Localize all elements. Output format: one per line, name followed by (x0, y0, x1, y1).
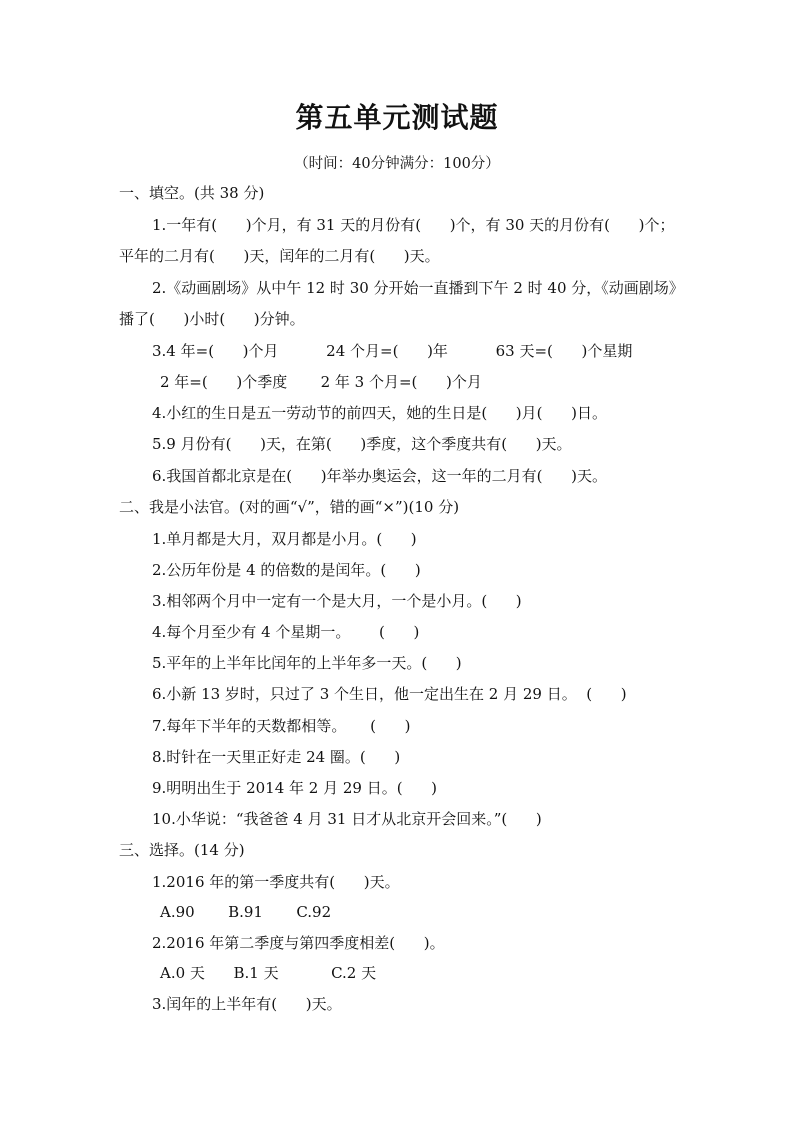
question-line: 3.4 年=( )个月 24 个月=( )年 63 天=( )个星期 (152, 342, 633, 360)
question-line: 1.2016 年的第一季度共有( )天。 (152, 873, 400, 891)
question-line: 5.平年的上半年比闰年的上半年多一天。( ) (152, 654, 462, 672)
question-line: 10.小华说：“我爸爸 4 月 31 日才从北京开会回来。”( ) (152, 810, 542, 828)
time-score-note: （时间：40分钟满分：100分） (294, 156, 500, 172)
question-line: 2.2016 年第二季度与第四季度相差( )。 (152, 934, 445, 952)
question-line: 2.《动画剧场》从中午 12 时 30 分开始一直播到下午 2 时 40 分，《动画剧场》 (152, 279, 684, 297)
section-heading: 一、填空。(共 38 分) (119, 184, 265, 202)
question-line: 6.小新 13 岁时，只过了 3 个生日，他一定出生在 2 月 29 日。 ( ) (152, 685, 627, 703)
answer-options: A.90 B.91 C.92 (160, 903, 332, 921)
section-heading: 二、我是小法官。(对的画“√”，错的画“×”)(10 分) (119, 498, 460, 516)
page-title: 第五单元测试题 (295, 101, 499, 134)
question-line: 3.相邻两个月中一定有一个是大月，一个是小月。( ) (152, 592, 522, 610)
question-line: 6.我国首都北京是在( )年举办奥运会，这一年的二月有( )天。 (152, 467, 607, 485)
question-line: 4.每个月至少有 4 个星期一。 ( ) (152, 623, 420, 641)
question-line: 3.闰年的上半年有( )天。 (152, 995, 342, 1013)
answer-options: A.0 天 B.1 天 C.2 天 (160, 964, 377, 982)
answer-options: 2 年=( )个季度 2 年 3 个月=( )个月 (160, 373, 482, 391)
question-line: 4.小红的生日是五一劳动节的前四天，她的生日是( )月( )日。 (152, 404, 607, 422)
question-line: 1.一年有( )个月，有 31 天的月份有( )个，有 30 天的月份有( )个； (152, 216, 675, 234)
question-line: 2.公历年份是 4 的倍数的是闰年。( ) (152, 561, 421, 579)
question-line: 5.9 月份有( )天，在第( )季度，这个季度共有( )天。 (152, 435, 572, 453)
question-line: 播了( )小时( )分钟。 (119, 310, 305, 328)
section-heading: 三、选择。(14 分) (119, 841, 245, 859)
question-line: 9.明明出生于 2014 年 2 月 29 日。( ) (152, 779, 438, 797)
question-line: 1.单月都是大月，双月都是小月。( ) (152, 530, 417, 548)
question-line: 8.时针在一天里正好走 24 圈。( ) (152, 748, 401, 766)
question-line: 平年的二月有( )天，闰年的二月有( )天。 (119, 247, 440, 265)
question-line: 7.每年下半年的天数都相等。 ( ) (152, 717, 411, 735)
